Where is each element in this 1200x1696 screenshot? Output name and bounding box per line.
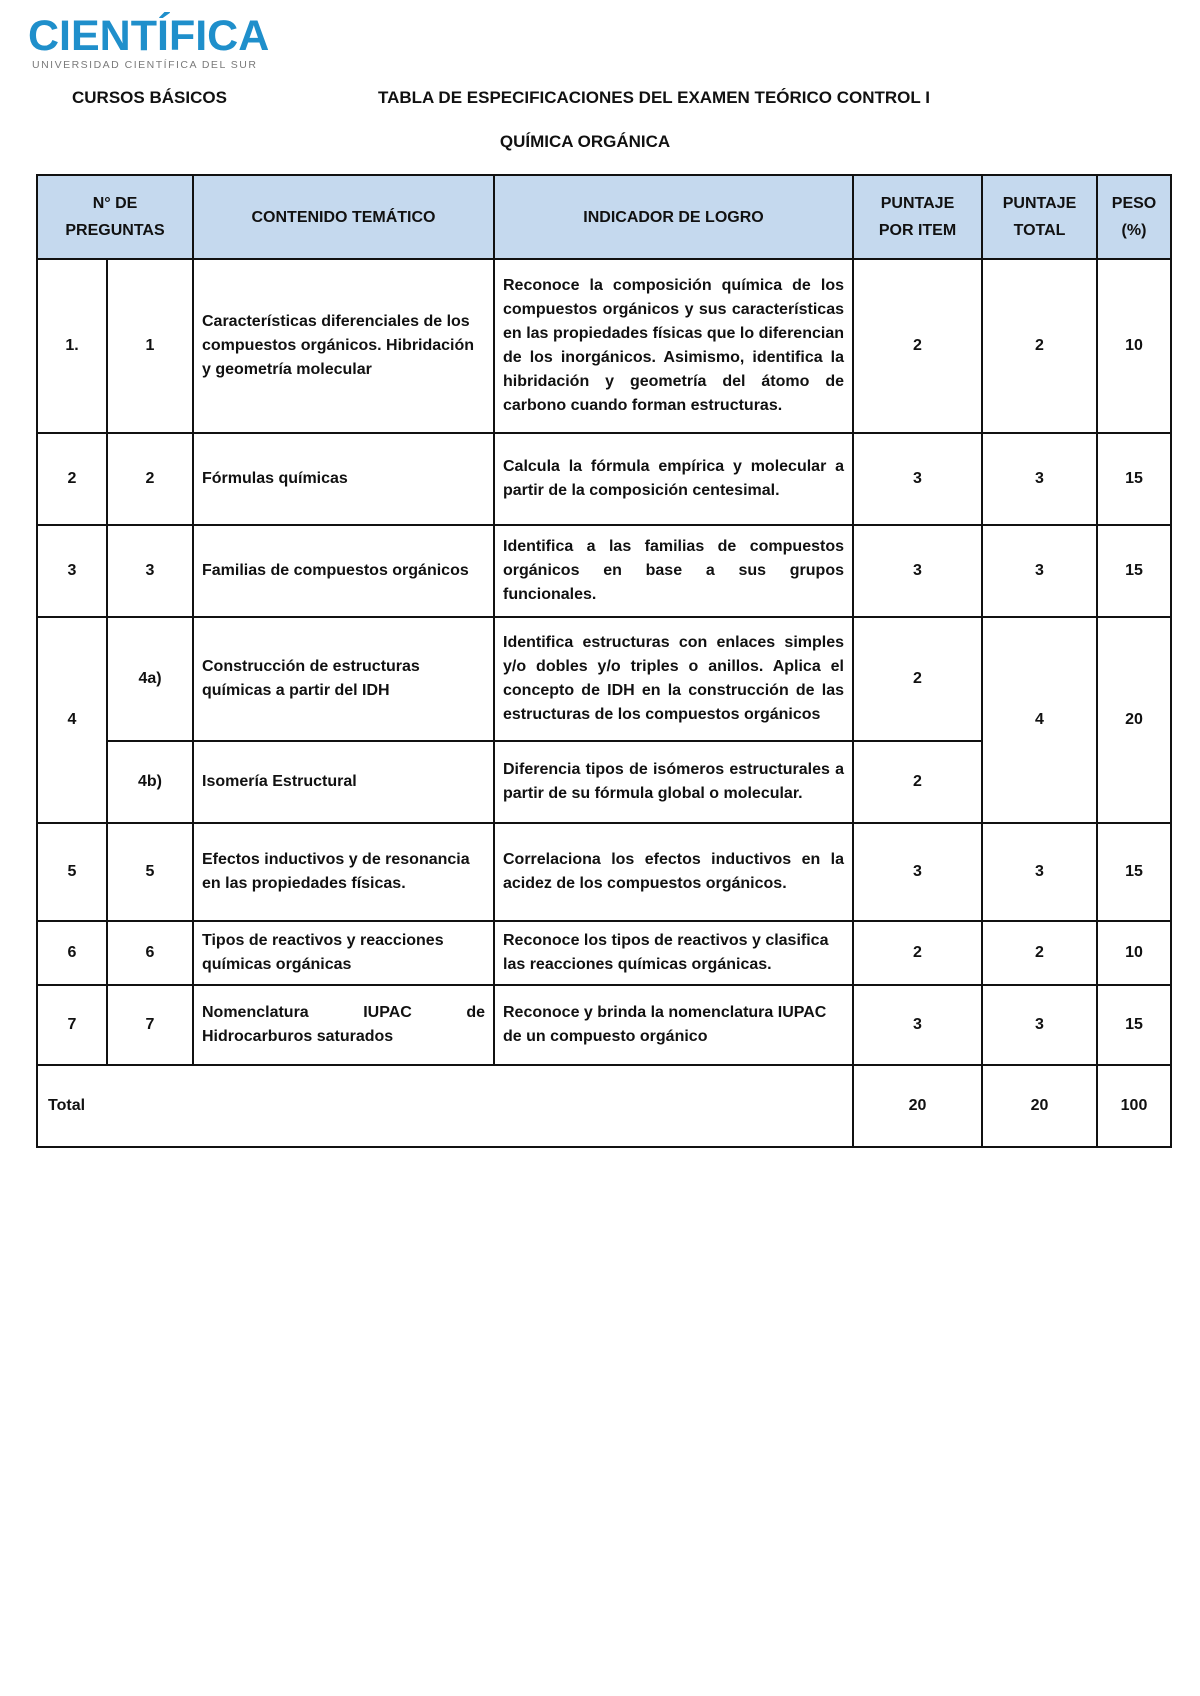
total-puntaje-total: 20: [982, 1065, 1097, 1147]
row-number: 4: [37, 617, 107, 823]
indicador-cell: Calcula la fórmula empírica y molecular a partir de la composición centesimal.: [494, 433, 853, 525]
puntaje-total-cell: 2: [982, 259, 1097, 433]
header-contenido: CONTENIDO TEMÁTICO: [193, 175, 494, 259]
university-logo: [28, 14, 278, 70]
peso-cell: 10: [1097, 259, 1171, 433]
total-row: [37, 1065, 1171, 1147]
peso-cell: 20: [1097, 617, 1171, 823]
indicador-cell: Identifica a las familias de compuestos orgánicos en base a sus grupos funcionales.: [494, 525, 853, 617]
puntaje-total-cell: 3: [982, 433, 1097, 525]
puntaje-item-cell: 3: [853, 433, 982, 525]
puntaje-item-cell: 3: [853, 525, 982, 617]
table-row: [37, 823, 1171, 921]
puntaje-item-cell: 2: [853, 741, 982, 823]
row-number: 5: [37, 823, 107, 921]
row-number: 3: [37, 525, 107, 617]
item-number: 5: [107, 823, 193, 921]
item-number: 2: [107, 433, 193, 525]
header-num-preguntas: N° DE PREGUNTAS: [37, 175, 193, 259]
row-number: 1.: [37, 259, 107, 433]
peso-cell: 15: [1097, 525, 1171, 617]
table-row: [37, 985, 1171, 1065]
indicador-cell: Diferencia tipos de isómeros estructurales a partir de su fórmula global o molecular.: [494, 741, 853, 823]
puntaje-item-cell: 3: [853, 985, 982, 1065]
table-row: [37, 617, 1171, 741]
peso-cell: 15: [1097, 433, 1171, 525]
header-puntaje-item: PUNTAJE POR ITEM: [853, 175, 982, 259]
contenido-cell: Efectos inductivos y de resonancia en las propiedades físicas.: [193, 823, 494, 921]
table-row: [37, 525, 1171, 617]
header-indicador: INDICADOR DE LOGRO: [494, 175, 853, 259]
item-number: 3: [107, 525, 193, 617]
logo-subtitle: UNIVERSIDAD CIENTÍFICA DEL SUR: [32, 59, 258, 71]
logo-wordmark: CIENTÍFICA: [28, 12, 270, 60]
puntaje-item-cell: 2: [853, 259, 982, 433]
row-number: 2: [37, 433, 107, 525]
specifications-table: [36, 174, 1172, 1148]
puntaje-item-cell: 3: [853, 823, 982, 921]
puntaje-total-cell: 3: [982, 823, 1097, 921]
row-number: 6: [37, 921, 107, 985]
header-puntaje-total: PUNTAJE TOTAL: [982, 175, 1097, 259]
item-number: 1: [107, 259, 193, 433]
row-number: 7: [37, 985, 107, 1065]
document-title: TABLA DE ESPECIFICACIONES DEL EXAMEN TEÓRICO CONTROL I: [378, 88, 930, 107]
puntaje-item-cell: 2: [853, 617, 982, 741]
contenido-cell: Características diferenciales de los compuestos orgánicos. Hibridación y geometría molecular: [193, 259, 494, 433]
puntaje-item-cell: 2: [853, 921, 982, 985]
indicador-cell: Identifica estructuras con enlaces simples y/o dobles y/o triples o anillos. Aplica el concepto de IDH en la construcción de las estructuras de los compuestos orgánicos: [494, 617, 853, 741]
item-number: 7: [107, 985, 193, 1065]
contenido-cell: Fórmulas químicas: [193, 433, 494, 525]
item-number: 4b): [107, 741, 193, 823]
item-number: 6: [107, 921, 193, 985]
contenido-cell: Isomería Estructural: [193, 741, 494, 823]
course-name: QUÍMICA ORGÁNICA: [499, 132, 671, 151]
table-row: [37, 259, 1171, 433]
puntaje-total-cell: 4: [982, 617, 1097, 823]
table-row: [37, 433, 1171, 525]
total-puntaje-item: 20: [853, 1065, 982, 1147]
header-peso: PESO (%): [1097, 175, 1171, 259]
indicador-cell: Correlaciona los efectos inductivos en la acidez de los compuestos orgánicos.: [494, 823, 853, 921]
item-number: 4a): [107, 617, 193, 741]
table-header-row: [37, 175, 1171, 259]
contenido-cell: Construcción de estructuras químicas a partir del IDH: [193, 617, 494, 741]
contenido-cell: Nomenclatura IUPAC de Hidrocarburos saturados: [193, 985, 494, 1065]
indicador-cell: Reconoce la composición química de los compuestos orgánicos y sus características en las propiedades físicas que lo diferencian de los inorgánicos. Asimismo, identifica la hibridación y geometría del átomo de carbono cuando forman estructuras.: [494, 259, 853, 433]
total-peso: 100: [1097, 1065, 1171, 1147]
course-category: CURSOS BÁSICOS: [72, 88, 227, 107]
table-row: [37, 921, 1171, 985]
puntaje-total-cell: 3: [982, 525, 1097, 617]
contenido-cell: Tipos de reactivos y reacciones químicas orgánicas: [193, 921, 494, 985]
indicador-cell: Reconoce y brinda la nomenclatura IUPAC de un compuesto orgánico: [494, 985, 853, 1065]
peso-cell: 10: [1097, 921, 1171, 985]
puntaje-total-cell: 3: [982, 985, 1097, 1065]
contenido-cell: Familias de compuestos orgánicos: [193, 525, 494, 617]
puntaje-total-cell: 2: [982, 921, 1097, 985]
peso-cell: 15: [1097, 823, 1171, 921]
indicador-cell: Reconoce los tipos de reactivos y clasifica las reacciones químicas orgánicas.: [494, 921, 853, 985]
peso-cell: 15: [1097, 985, 1171, 1065]
total-label: Total: [37, 1065, 853, 1147]
